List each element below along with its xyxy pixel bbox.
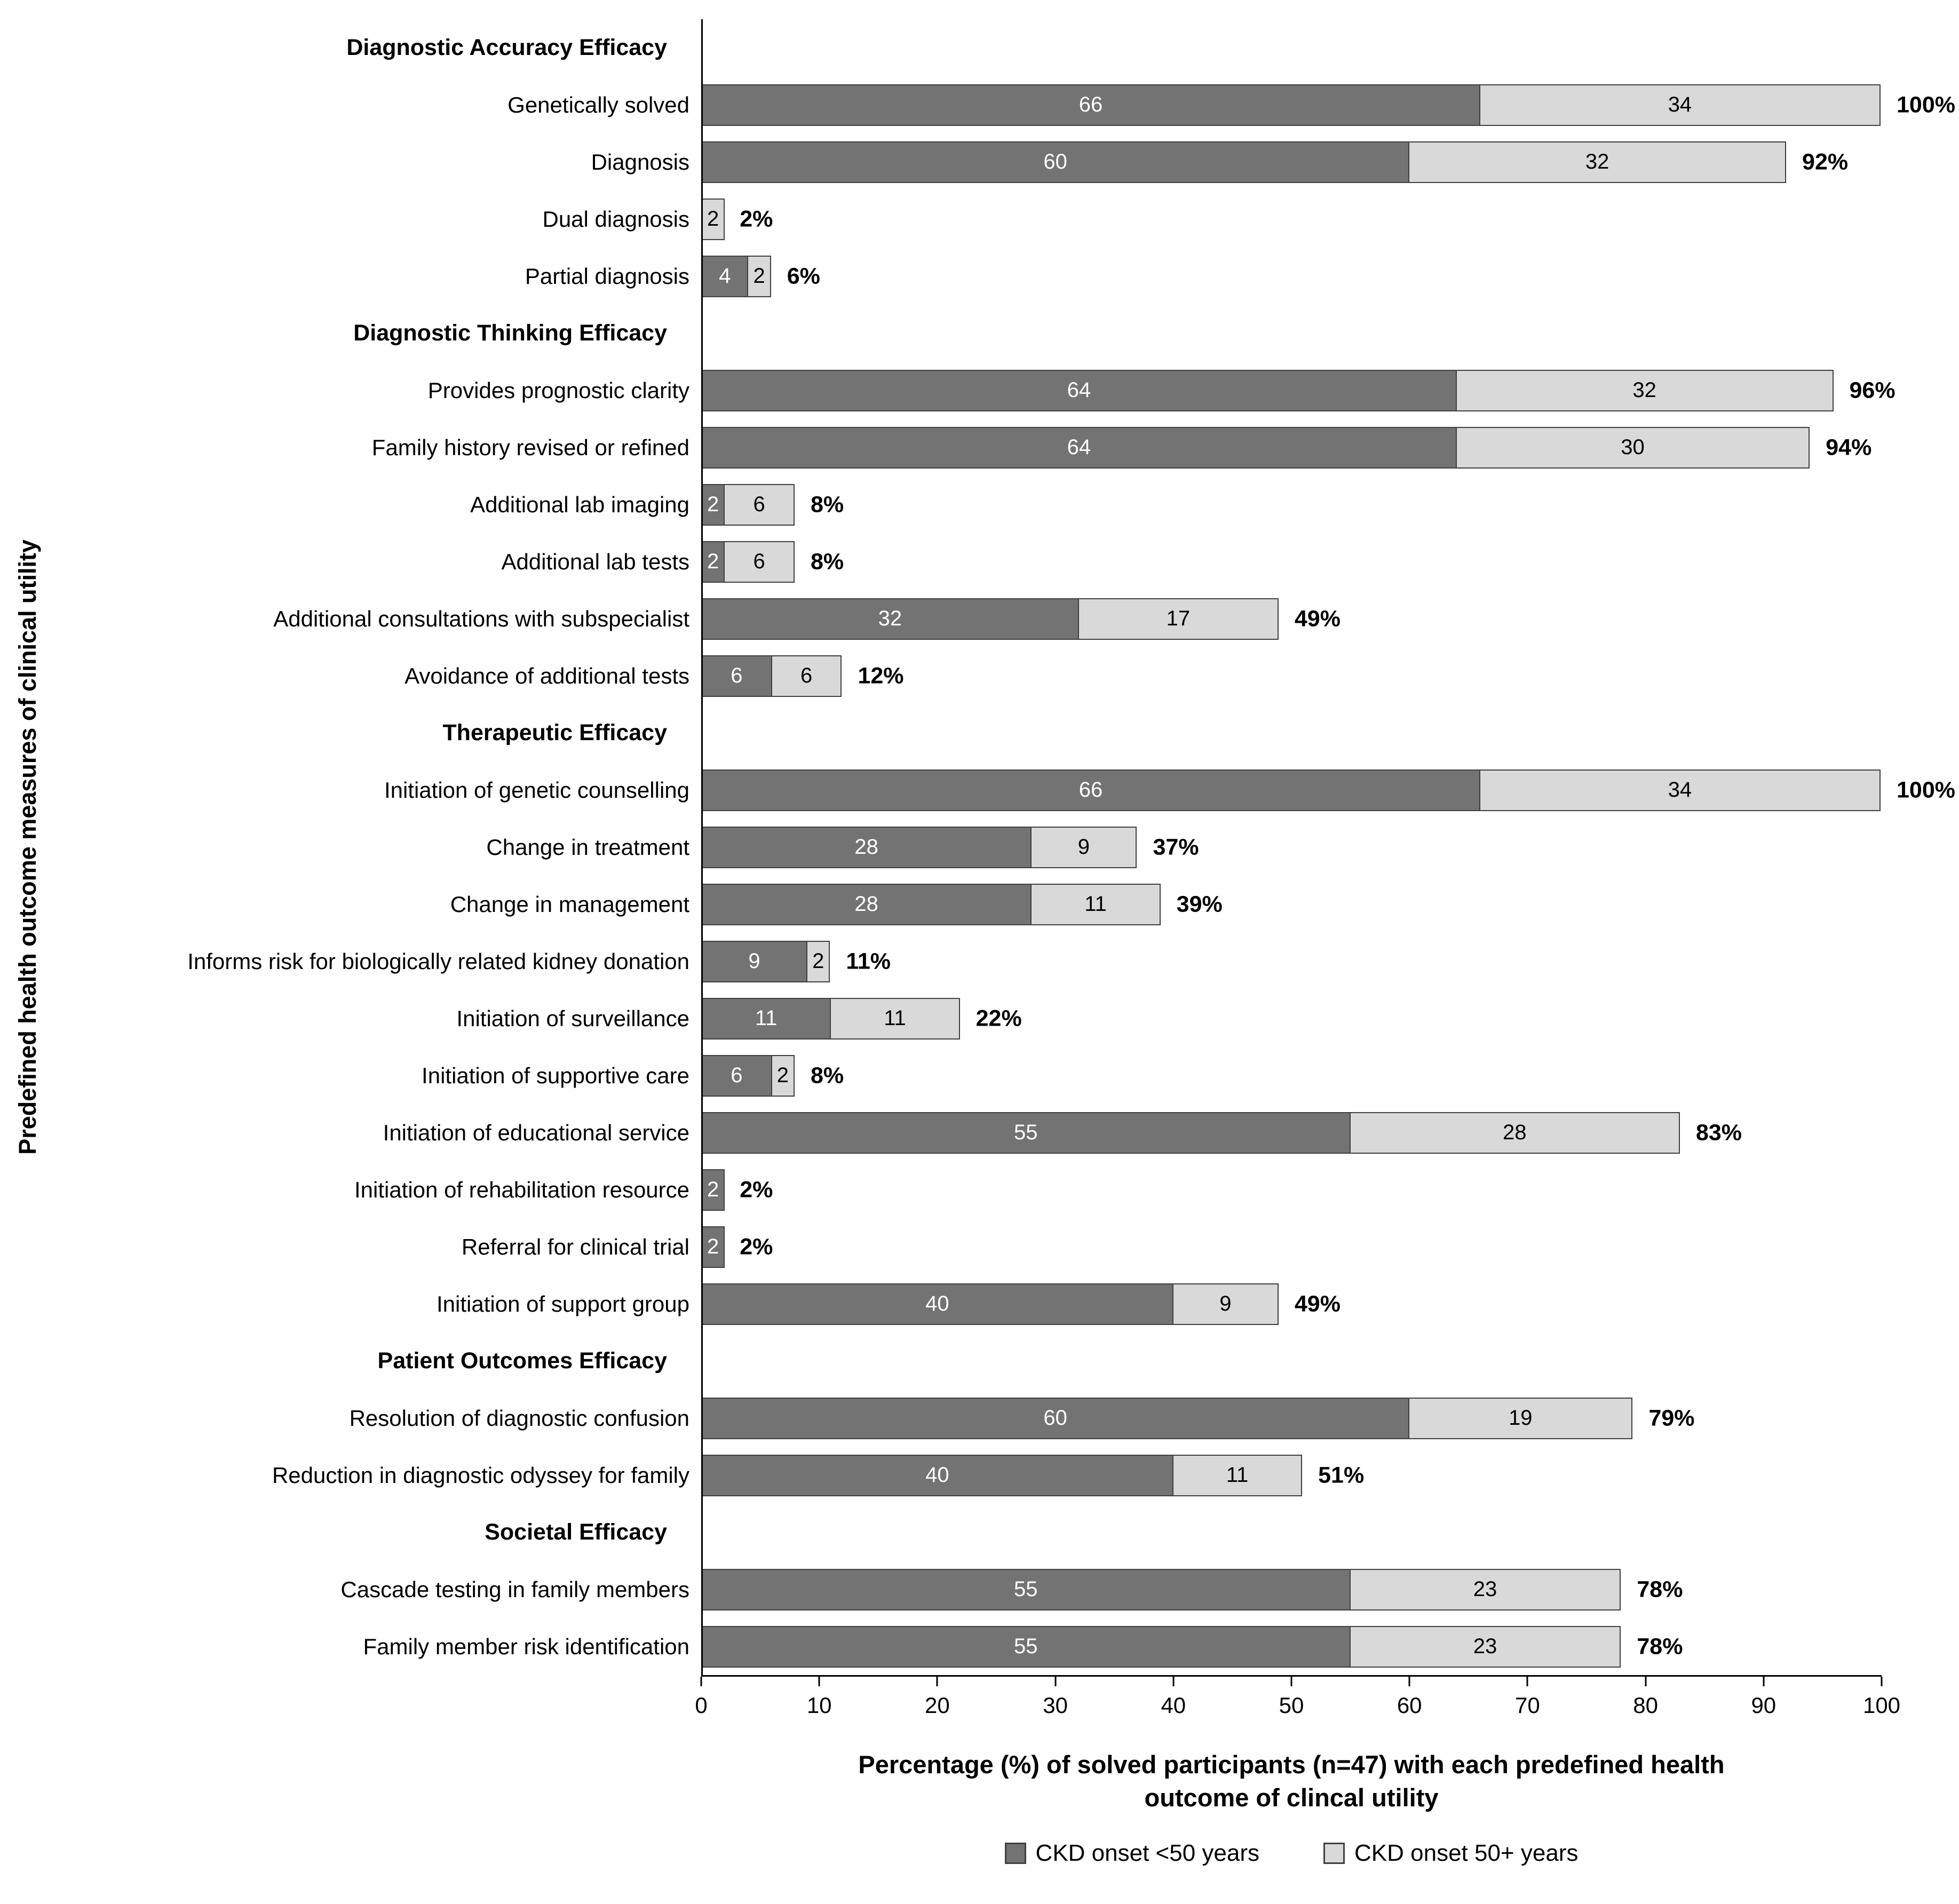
bar-total-label: 100%: [1897, 777, 1955, 803]
bar-track: [701, 1626, 1882, 1668]
bar-segment-dark: 2: [701, 1169, 725, 1211]
x-tick-mark: [1172, 1677, 1174, 1686]
bar-total-label: 51%: [1318, 1462, 1365, 1488]
x-tick-label: 70: [1515, 1693, 1540, 1718]
bar-segment-dark: 66: [701, 84, 1480, 126]
section-header-row: [0, 704, 1959, 761]
bar-segment-dark: 6: [701, 655, 772, 697]
bar-segment-dark: 11: [701, 998, 831, 1040]
chart-row: [0, 76, 1959, 133]
category-label: Initiation of rehabilitation resource: [354, 1177, 689, 1202]
chart-row: [0, 647, 1959, 704]
bar-segment-light: 34: [1479, 769, 1881, 811]
bar-segment-dark: 66: [701, 769, 1480, 811]
bar-track: [701, 1283, 1882, 1325]
x-axis: [695, 1675, 1901, 1736]
category-label: Referral for clinical trial: [461, 1234, 689, 1259]
category-label: Provides prognostic clarity: [427, 377, 689, 403]
section-header-label: Therapeutic Efficacy: [442, 720, 667, 745]
chart-row: [0, 248, 1959, 305]
x-tick-label: 0: [695, 1693, 708, 1718]
bar-track: [701, 1055, 1882, 1097]
chart-row: [0, 876, 1959, 933]
section-header-label: Diagnostic Thinking Efficacy: [353, 320, 667, 346]
y-axis-title-text: Predefined health outcome measures of clinical utility: [14, 540, 41, 1155]
bar-track: [701, 1169, 1882, 1211]
chart-row: [0, 1561, 1959, 1618]
bar-segment-dark: 40: [701, 1455, 1173, 1496]
bar-track: [701, 484, 1882, 526]
empty-track: [701, 1512, 1882, 1553]
bar-total-label: 79%: [1648, 1405, 1695, 1431]
bar-track: [701, 141, 1882, 183]
bar-segment-light: 11: [830, 998, 959, 1040]
empty-track: [701, 313, 1882, 354]
section-header-label: Diagnostic Accuracy Efficacy: [346, 35, 667, 60]
bar-segment-dark: 55: [701, 1112, 1351, 1154]
chart-row: [0, 419, 1959, 476]
section-header-label: Patient Outcomes Efficacy: [377, 1348, 667, 1374]
chart-row: [0, 819, 1959, 876]
bar-segment-light: 6: [724, 484, 795, 526]
legend-label: CKD onset 50+ years: [1354, 1840, 1579, 1867]
bar-segment-light: 2: [806, 941, 830, 982]
x-tick-label: 40: [1161, 1693, 1186, 1718]
category-label: Avoidance of additional tests: [405, 663, 689, 688]
empty-track: [701, 1340, 1882, 1382]
x-tick-label: 10: [806, 1693, 832, 1718]
x-axis-title-text: Percentage (%) of solved participants (n=47) with each predefined health outcome of clincal utility: [858, 1750, 1725, 1812]
category-label: Cascade testing in family members: [340, 1576, 689, 1602]
bar-segment-light: 9: [1172, 1283, 1279, 1325]
category-label: Initiation of genetic counselling: [384, 777, 689, 803]
bar-total-label: 96%: [1849, 377, 1895, 403]
section-header-row: [0, 305, 1959, 362]
bar-track: [701, 1226, 1882, 1268]
category-label: Initiation of support group: [437, 1291, 689, 1316]
chart-row: [0, 1447, 1959, 1504]
chart-row: [0, 133, 1959, 191]
bar-segment-light: 6: [771, 655, 842, 697]
category-label: Informs risk for biologically related kidney donation: [187, 948, 689, 974]
chart-row: [0, 1218, 1959, 1275]
bar-track: [701, 541, 1882, 583]
bar-total-label: 49%: [1294, 1291, 1341, 1316]
bar-track: [701, 199, 1882, 240]
x-tick-label: 90: [1751, 1693, 1776, 1718]
x-tick-mark: [1645, 1677, 1646, 1686]
bar-total-label: 22%: [975, 1005, 1022, 1031]
bar-segment-dark: 2: [701, 484, 725, 526]
category-label: Genetically solved: [507, 92, 689, 117]
bar-segment-light: 6: [724, 541, 795, 583]
category-label: Diagnosis: [591, 149, 689, 174]
category-label: Partial diagnosis: [525, 263, 689, 289]
x-tick-label: 80: [1633, 1693, 1658, 1718]
bar-segment-light: 28: [1350, 1112, 1680, 1154]
bar-track: [701, 1569, 1882, 1611]
category-label: Change in management: [450, 891, 689, 917]
bar-segment-light: 34: [1479, 84, 1881, 126]
bar-track: [701, 998, 1882, 1040]
chart-row: [0, 1161, 1959, 1218]
bar-track: [701, 1112, 1882, 1154]
bar-track: [701, 256, 1882, 297]
bar-total-label: 8%: [810, 549, 844, 574]
chart-row: [0, 533, 1959, 590]
empty-track: [701, 27, 1882, 69]
category-label: Initiation of educational service: [383, 1120, 689, 1145]
bar-track: [701, 941, 1882, 982]
empty-track: [701, 712, 1882, 754]
bar-segment-dark: 28: [701, 884, 1032, 925]
bar-segment-light: 2: [771, 1055, 795, 1097]
category-label: Additional consultations with subspecialist: [273, 606, 689, 631]
bar-total-label: 2%: [740, 1234, 773, 1259]
bar-segment-light: 2: [747, 256, 771, 297]
x-tick-label: 50: [1279, 1693, 1304, 1718]
bar-segment-light: 32: [1408, 141, 1786, 183]
bar-segment-dark: 55: [701, 1626, 1351, 1668]
chart-row: [0, 191, 1959, 248]
category-label: Additional lab imaging: [470, 491, 689, 517]
chart-row: [0, 590, 1959, 647]
bar-segment-dark: 6: [701, 1055, 772, 1097]
bar-segment-dark: 40: [701, 1283, 1173, 1325]
chart-legend: [701, 1840, 1882, 1867]
category-label: Additional lab tests: [501, 549, 689, 574]
x-tick-mark: [1409, 1677, 1410, 1686]
bar-track: [701, 884, 1882, 925]
bar-segment-dark: 32: [701, 598, 1079, 640]
bar-segment-dark: 2: [701, 1226, 725, 1268]
category-label: Family history revised or refined: [371, 434, 689, 460]
bar-track: [701, 370, 1895, 411]
legend-swatch-dark: [1005, 1843, 1026, 1864]
x-tick-label: 30: [1043, 1693, 1068, 1718]
bar-total-label: 8%: [810, 1062, 844, 1088]
bar-total-label: 12%: [858, 663, 904, 688]
bar-total-label: 92%: [1802, 149, 1849, 174]
chart-row: [0, 933, 1959, 990]
chart-row: [0, 1047, 1959, 1104]
category-label: Family member risk identification: [363, 1633, 689, 1659]
bar-total-label: 78%: [1637, 1576, 1683, 1602]
section-header-row: [0, 19, 1959, 76]
bar-track: [701, 827, 1882, 868]
section-header-row: [0, 1332, 1959, 1390]
bar-track: [701, 1455, 1882, 1496]
legend-swatch-light: [1323, 1843, 1345, 1864]
x-tick-mark: [1527, 1677, 1528, 1686]
x-tick-label: 60: [1397, 1693, 1422, 1718]
bar-segment-light: 32: [1456, 370, 1834, 411]
category-label: Resolution of diagnostic confusion: [349, 1405, 689, 1431]
legend-item: [1323, 1840, 1578, 1867]
chart-row: [0, 1275, 1959, 1332]
chart-row: [0, 1618, 1959, 1675]
bar-total-label: 2%: [740, 1177, 773, 1202]
bar-segment-dark: 60: [701, 141, 1409, 183]
bar-total-label: 39%: [1176, 891, 1223, 917]
bar-track: [701, 769, 1955, 811]
category-label: Change in treatment: [486, 834, 689, 860]
legend-item: [1005, 1840, 1259, 1867]
x-tick-label: 100: [1862, 1693, 1901, 1718]
x-tick-mark: [819, 1677, 820, 1686]
section-header-label: Societal Efficacy: [485, 1519, 667, 1545]
bar-segment-light: 23: [1350, 1569, 1621, 1611]
chart-row: [0, 362, 1959, 419]
bar-track: [701, 84, 1955, 126]
chart-row: [0, 1104, 1959, 1161]
section-header-row: [0, 1504, 1959, 1561]
bar-segment-light: 9: [1030, 827, 1137, 868]
bar-total-label: 49%: [1294, 606, 1341, 631]
bar-segment-dark: 60: [701, 1398, 1409, 1439]
x-tick-mark: [1763, 1677, 1764, 1686]
bar-total-label: 78%: [1637, 1633, 1683, 1659]
bar-segment-light: 23: [1350, 1626, 1621, 1668]
bar-total-label: 37%: [1153, 834, 1199, 860]
bar-total-label: 83%: [1695, 1120, 1742, 1145]
bar-segment-light: 19: [1408, 1398, 1632, 1439]
y-axis-title: [14, 19, 42, 1675]
bar-total-label: 8%: [810, 491, 844, 517]
bar-segment-dark: 4: [701, 256, 748, 297]
y-axis-line: [701, 19, 703, 1675]
category-label: Initiation of supportive care: [422, 1062, 689, 1088]
bar-total-label: 94%: [1826, 434, 1872, 460]
chart-plot-area: [0, 19, 1959, 1675]
chart-row: [0, 476, 1959, 533]
bar-segment-light: 2: [701, 199, 725, 240]
bar-segment-light: 11: [1172, 1455, 1302, 1496]
bar-total-label: 6%: [787, 263, 820, 289]
bar-total-label: 100%: [1897, 92, 1955, 117]
legend-label: CKD onset <50 years: [1035, 1840, 1259, 1867]
category-label: Reduction in diagnostic odyssey for family: [272, 1462, 689, 1488]
bar-segment-light: 11: [1030, 884, 1160, 925]
bar-segment-light: 30: [1456, 427, 1810, 469]
x-tick-mark: [937, 1677, 938, 1686]
x-tick-mark: [1291, 1677, 1292, 1686]
bar-track: [701, 427, 1882, 469]
bar-segment-dark: 2: [701, 541, 725, 583]
x-tick-label: 20: [925, 1693, 950, 1718]
x-tick-mark: [701, 1677, 702, 1686]
chart-row: [0, 1390, 1959, 1447]
bar-total-label: 11%: [846, 948, 891, 974]
bar-segment-dark: 9: [701, 941, 807, 982]
x-tick-mark: [1881, 1677, 1883, 1686]
bar-segment-light: 17: [1078, 598, 1279, 640]
category-label: Initiation of surveillance: [456, 1005, 689, 1031]
bar-track: [701, 655, 1882, 697]
chart-row: [0, 990, 1959, 1047]
bar-track: [701, 1398, 1882, 1439]
chart-row: [0, 761, 1959, 819]
bar-track: [701, 598, 1882, 640]
x-axis-title: [701, 1748, 1882, 1814]
x-tick-mark: [1054, 1677, 1056, 1686]
chart-rows: [0, 19, 1959, 1675]
bar-segment-dark: 28: [701, 827, 1032, 868]
bar-segment-dark: 64: [701, 370, 1457, 411]
bar-segment-dark: 55: [701, 1569, 1351, 1611]
bar-total-label: 2%: [740, 206, 773, 232]
bar-segment-dark: 64: [701, 427, 1457, 469]
category-label: Dual diagnosis: [542, 206, 689, 232]
